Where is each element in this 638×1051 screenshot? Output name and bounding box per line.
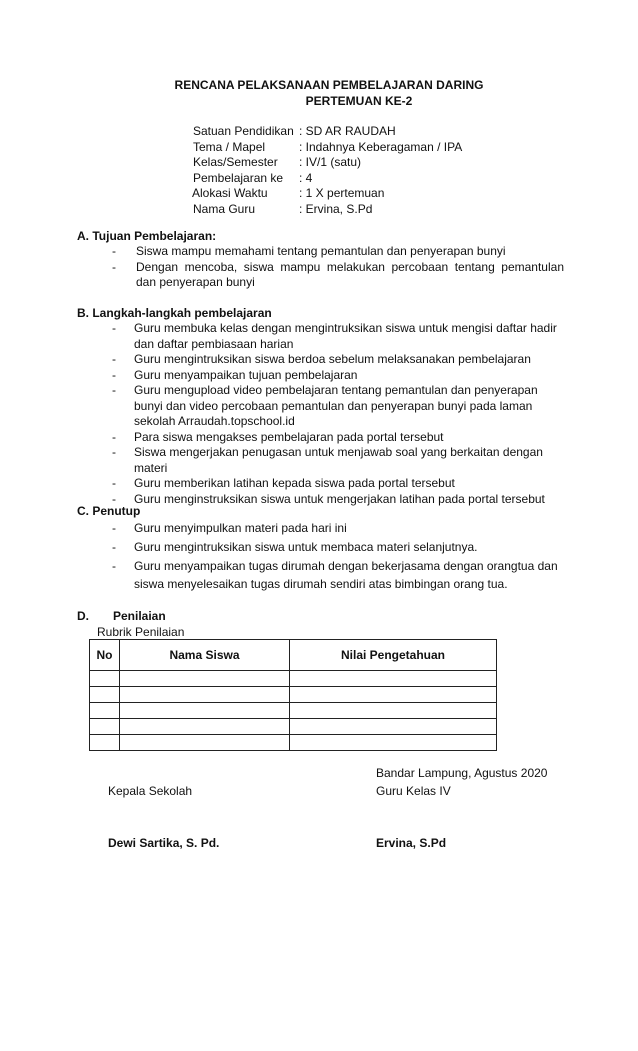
table-cell[interactable]: [120, 671, 290, 687]
document-title: RENCANA PELAKSANAAN PEMBELAJARAN DARING: [174, 78, 484, 92]
list-item: - Para siswa mengakses pembelajaran pada portal tersebut: [112, 429, 444, 444]
section-b-list: [112, 321, 564, 507]
info-label: Nama Guru: [193, 201, 256, 216]
list-item: - Guru menginstruksikan siswa untuk mengerjakan latihan pada portal tersebut: [112, 491, 545, 506]
table-row: [90, 735, 497, 751]
left-signatory-role: Kepala Sekolah: [108, 784, 193, 798]
right-signatory-name: Ervina, S.Pd: [376, 836, 447, 850]
section-d-heading: Penilaian: [113, 609, 166, 623]
table-cell[interactable]: [90, 703, 120, 719]
list-item: - Guru menyimpulkan materi pada hari ini: [112, 521, 347, 535]
table-row: [90, 719, 497, 735]
list-item: - Guru mengintruksikan siswa berdoa sebelum melaksanakan pembelajaran: [112, 352, 531, 366]
list-item: - Guru memberikan latihan kepada siswa pada portal tersebut: [112, 476, 455, 490]
list-item: - Guru mengintruksikan siswa untuk membaca materi selanjutnya.: [112, 540, 478, 554]
info-label: Tema / Mapel: [193, 139, 266, 154]
section-a-list: [112, 244, 564, 291]
table-cell[interactable]: [120, 735, 290, 751]
document-subtitle: PERTEMUAN KE-2: [305, 94, 413, 108]
rubric-table: [89, 639, 497, 751]
table-cell[interactable]: [90, 671, 120, 687]
section-c-heading: C. Penutup: [77, 504, 141, 518]
column-header-nama-siswa: Nama Siswa: [120, 640, 290, 671]
section-c-list: [112, 520, 564, 595]
list-item: - Guru menyampaikan tugas dirumah dengan bekerjasama dengan orangtua dan siswa menyelesaikan tugas dirumah sendiri atas bimbingan orang tua.: [112, 559, 558, 591]
info-value: : 1 X pertemuan: [299, 186, 385, 200]
table-row: [90, 671, 497, 687]
table-cell[interactable]: [290, 671, 497, 687]
section-b-heading: B. Langkah-langkah pembelajaran: [77, 306, 272, 320]
table-cell[interactable]: [120, 703, 290, 719]
info-value: : IV/1 (satu): [299, 155, 362, 169]
table-cell[interactable]: [90, 719, 120, 735]
list-item: - Guru membuka kelas dengan mengintruksikan siswa untuk mengisi daftar hadir dan daftar pembiasaan harian: [112, 321, 557, 351]
list-item: - Guru mengupload video pembelajaran tentang pemantulan dan penyerapan bunyi dan video percobaan pemantulan dan penyerapan bunyi pada laman sekolah Arraudah.topschool.id: [112, 383, 538, 428]
left-signatory-name: Dewi Sartika, S. Pd.: [108, 836, 220, 850]
table-cell[interactable]: [290, 735, 497, 751]
info-value: : Ervina, S.Pd: [299, 201, 373, 216]
table-row: [90, 687, 497, 703]
right-signatory-role: Guru Kelas IV: [376, 784, 451, 798]
list-item: - Siswa mampu memahami tentang pemantulan dan penyerapan bunyi: [112, 244, 506, 258]
info-value: : Indahnya Keberagaman / IPA: [299, 139, 463, 154]
table-row: [90, 703, 497, 719]
list-item: - Dengan mencoba, siswa mampu melakukan percobaan tentang pemantulan dan penyerapan bunyi: [112, 259, 564, 289]
info-value: : SD AR RAUDAH: [299, 124, 396, 138]
table-cell[interactable]: [90, 687, 120, 703]
place-date: Bandar Lampung, Agustus 2020: [376, 766, 548, 780]
table-cell[interactable]: [290, 687, 497, 703]
column-header-no: No: [90, 640, 120, 671]
table-header-row: [90, 640, 497, 671]
table-cell[interactable]: [290, 719, 497, 735]
info-label: Alokasi Waktu: [192, 186, 268, 200]
section-d-letter: D.: [77, 609, 89, 623]
table-cell[interactable]: [290, 703, 497, 719]
section-a-heading: A. Tujuan Pembelajaran:: [77, 229, 217, 243]
info-value: : 4: [299, 170, 313, 185]
table-cell[interactable]: [120, 687, 290, 703]
column-header-nilai: Nilai Pengetahuan: [290, 640, 497, 671]
table-cell[interactable]: [120, 719, 290, 735]
info-label: Kelas/Semester: [193, 155, 278, 169]
table-cell[interactable]: [90, 735, 120, 751]
list-item: - Siswa mengerjakan penugasan untuk menjawab soal yang berkaitan dengan materi: [112, 445, 543, 475]
info-label: Pembelajaran ke: [193, 170, 284, 185]
rubric-subheading: Rubrik Penilaian: [97, 625, 185, 639]
info-label: Satuan Pendidikan: [193, 124, 294, 138]
list-item: - Guru menyampaikan tujuan pembelajaran: [112, 367, 358, 382]
